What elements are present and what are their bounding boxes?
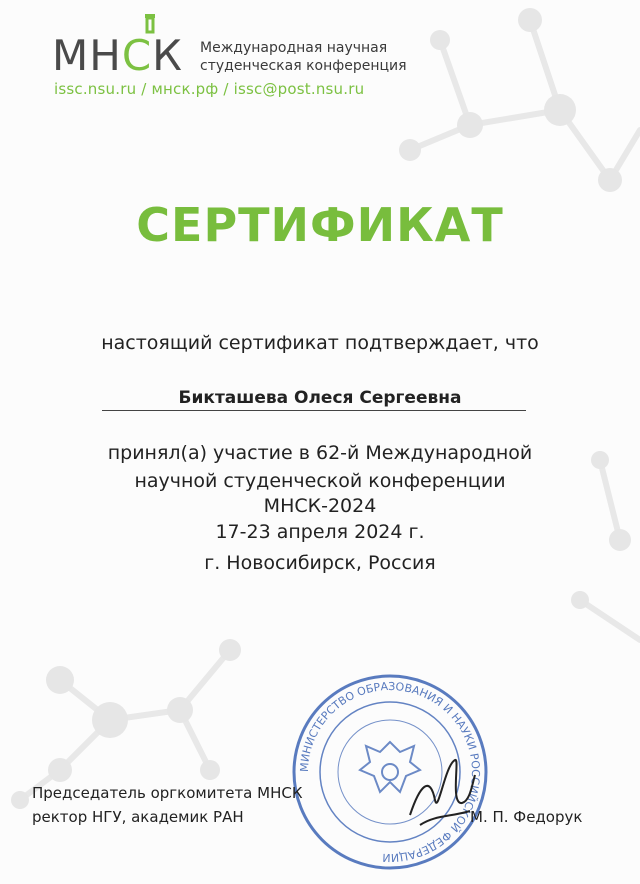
signature [400,745,480,835]
certificate-title: СЕРТИФИКАТ [136,198,504,252]
contacts-line: issc.nsu.ru / мнск.рф / issc@post.nsu.ru [54,80,365,98]
org-name-line1: Международная научная [200,40,388,56]
recipient-name: Бикташева Олеся Сергеевна [178,388,462,408]
event-location: г. Новосибирск, Россия [204,552,436,574]
svg-text:МИНИСТЕРСТВО ОБРАЗОВАНИЯ И НАУ: МИНИСТЕРСТВО ОБРАЗОВАНИЯ И НАУКИ РОССИЙСКОЙ ФЕДЕРАЦИИ [297,679,483,865]
name-underline [102,410,526,411]
participation-line1: принял(а) участие в 62-й Международной [107,442,533,464]
event-dates: 17-23 апреля 2024 г. [215,521,425,543]
confirm-text: настоящий сертификат подтверждает, что [101,332,539,354]
signatory-name: М. П. Федорук [470,808,583,826]
signatory-position-line1: Председатель оргкомитета МНСК [32,784,303,802]
logo: МНСК [52,31,183,80]
flask-icon [136,12,164,36]
participation-line2: научной студенческой конференции [134,470,506,492]
signatory-position-line2: ректор НГУ, академик РАН [32,808,244,826]
event-name: МНСК-2024 [263,495,377,517]
org-name-line2: студенческая конференция [200,58,407,74]
